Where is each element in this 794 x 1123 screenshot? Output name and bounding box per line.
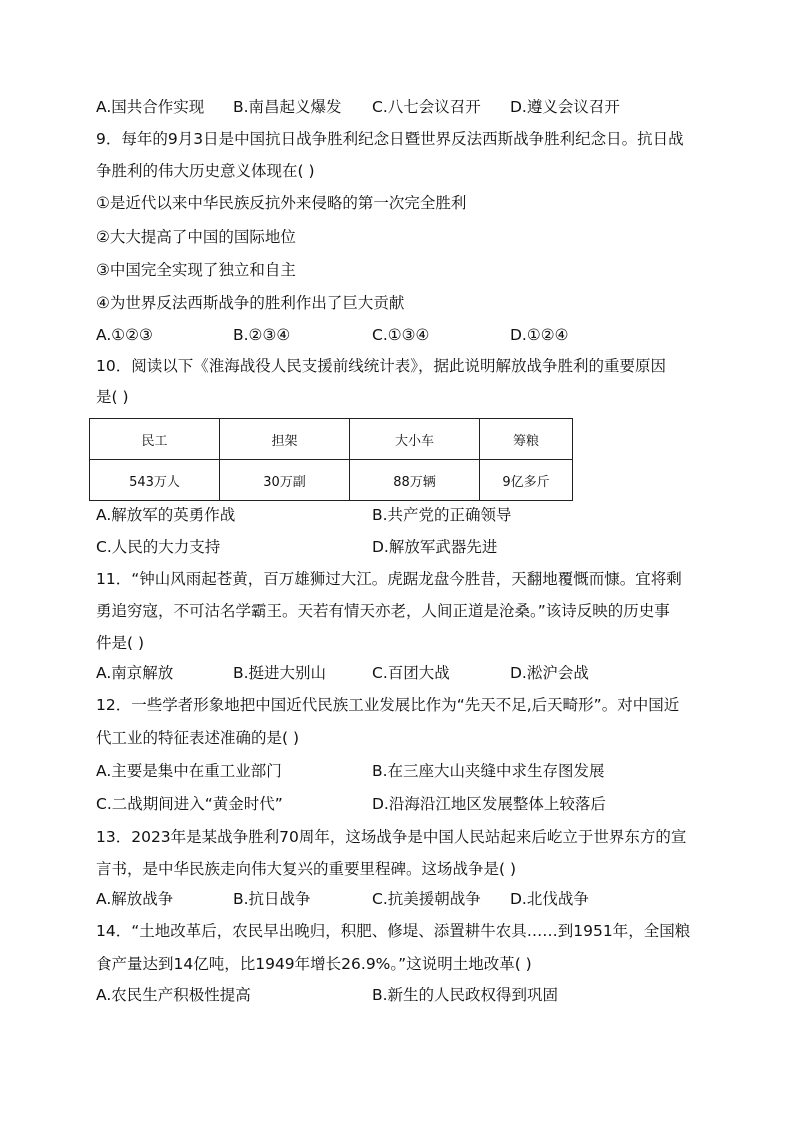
q14-stem-line-2: 食产量达到14亿吨，比1949年增长26.9%。”这说明土地改革( ) (96, 955, 532, 973)
q9-stem-line-1: 9．每年的9月3日是中国抗日战争胜利纪念日暨世界反法西斯战争胜利纪念日。抗日战 (96, 130, 684, 148)
q13-option-c[interactable]: C.抗美援朝战争 (372, 890, 481, 908)
q11-stem-line-3: 件是( ) (96, 634, 145, 652)
q13-stem-line-1: 13．2023年是某战争胜利70周年，这场战争是中国人民站起来后屹立于世界东方的宣 (96, 828, 687, 846)
q9-option-b[interactable]: B.②③④ (233, 326, 291, 344)
q9-option-c[interactable]: C.①③④ (372, 326, 430, 344)
q12-stem-line-2: 代工业的特征表述准确的是( ) (96, 729, 300, 747)
q8-option-b[interactable]: B.南昌起义爆发 (233, 98, 342, 116)
q9-statement-1: ①是近代以来中华民族反抗外来侵略的第一次完全胜利 (96, 194, 467, 212)
q9-statement-3: ③中国完全实现了独立和自主 (96, 261, 296, 279)
q11-option-a[interactable]: A.南京解放 (96, 664, 174, 682)
q9-option-a[interactable]: A.①②③ (96, 326, 153, 344)
table-row (90, 460, 573, 501)
q9-stem-line-2: 争胜利的伟大历史意义体现在( ) (96, 162, 315, 180)
support-statistics-table (89, 418, 573, 501)
q11-stem-line-1: 11．“钟山风雨起苍黄，百万雄狮过大江。虎踞龙盘今胜昔，天翻地覆慨而慷。宜将剩 (96, 570, 682, 588)
q10-option-d[interactable]: D.解放军武器先进 (372, 538, 498, 556)
q10-stem-line-2: 是( ) (96, 388, 129, 406)
q10-option-b[interactable]: B.共产党的正确领导 (372, 506, 512, 524)
q10-option-a[interactable]: A.解放军的英勇作战 (96, 506, 236, 524)
table-header-cell: 筹粮 (480, 419, 573, 460)
q10-stem-line-1: 10．阅读以下《淮海战役人民支援前线统计表》，据此说明解放战争胜利的重要原因 (96, 357, 666, 375)
q11-option-d[interactable]: D.淞沪会战 (510, 664, 589, 682)
q14-option-a[interactable]: A.农民生产积极性提高 (96, 986, 251, 1004)
table-cell: 30万副 (220, 460, 350, 501)
q13-option-b[interactable]: B.抗日战争 (233, 890, 311, 908)
q12-option-a[interactable]: A.主要是集中在重工业部门 (96, 762, 282, 780)
q12-option-d[interactable]: D.沿海沿江地区发展整体上较落后 (372, 795, 606, 813)
table-header-cell: 大小车 (350, 419, 480, 460)
q10-option-c[interactable]: C.人民的大力支持 (96, 538, 221, 556)
q11-option-b[interactable]: B.挺进大别山 (233, 664, 327, 682)
table-cell: 543万人 (90, 460, 220, 501)
q13-option-a[interactable]: A.解放战争 (96, 890, 174, 908)
q13-option-d[interactable]: D.北伐战争 (510, 890, 589, 908)
q12-option-c[interactable]: C.二战期间进入“黄金时代” (96, 795, 283, 813)
q13-stem-line-2: 言书，是中华民族走向伟大复兴的重要里程碑。这场战争是( ) (96, 860, 517, 878)
q8-option-c[interactable]: C.八七会议召开 (372, 98, 481, 116)
q9-option-d[interactable]: D.①②④ (510, 326, 569, 344)
q12-stem-line-1: 12．一些学者形象地把中国近代民族工业发展比作为“先天不足,后天畸形”。对中国近 (96, 696, 680, 714)
table-header-row (90, 419, 573, 460)
table-header-cell: 担架 (220, 419, 350, 460)
q8-option-d[interactable]: D.遵义会议召开 (510, 98, 620, 116)
table-header-cell: 民工 (90, 419, 220, 460)
table-cell: 88万辆 (350, 460, 480, 501)
q14-stem-line-1: 14．“土地改革后，农民早出晚归，积肥、修堤、添置耕牛农具……到1951年，全国粮 (96, 922, 691, 940)
q11-stem-line-2: 勇追穷寇，不可沽名学霸王。天若有情天亦老，人间正道是沧桑。”该诗反映的历史事 (96, 602, 670, 620)
q8-option-a[interactable]: A.国共合作实现 (96, 98, 205, 116)
q11-option-c[interactable]: C.百团大战 (372, 664, 450, 682)
table-cell: 9亿多斤 (480, 460, 573, 501)
q14-option-b[interactable]: B.新生的人民政权得到巩固 (372, 986, 559, 1004)
q12-option-b[interactable]: B.在三座大山夹缝中求生存图发展 (372, 762, 605, 780)
q9-statement-4: ④为世界反法西斯战争的胜利作出了巨大贡献 (96, 294, 405, 312)
q9-statement-2: ②大大提高了中国的国际地位 (96, 228, 296, 246)
